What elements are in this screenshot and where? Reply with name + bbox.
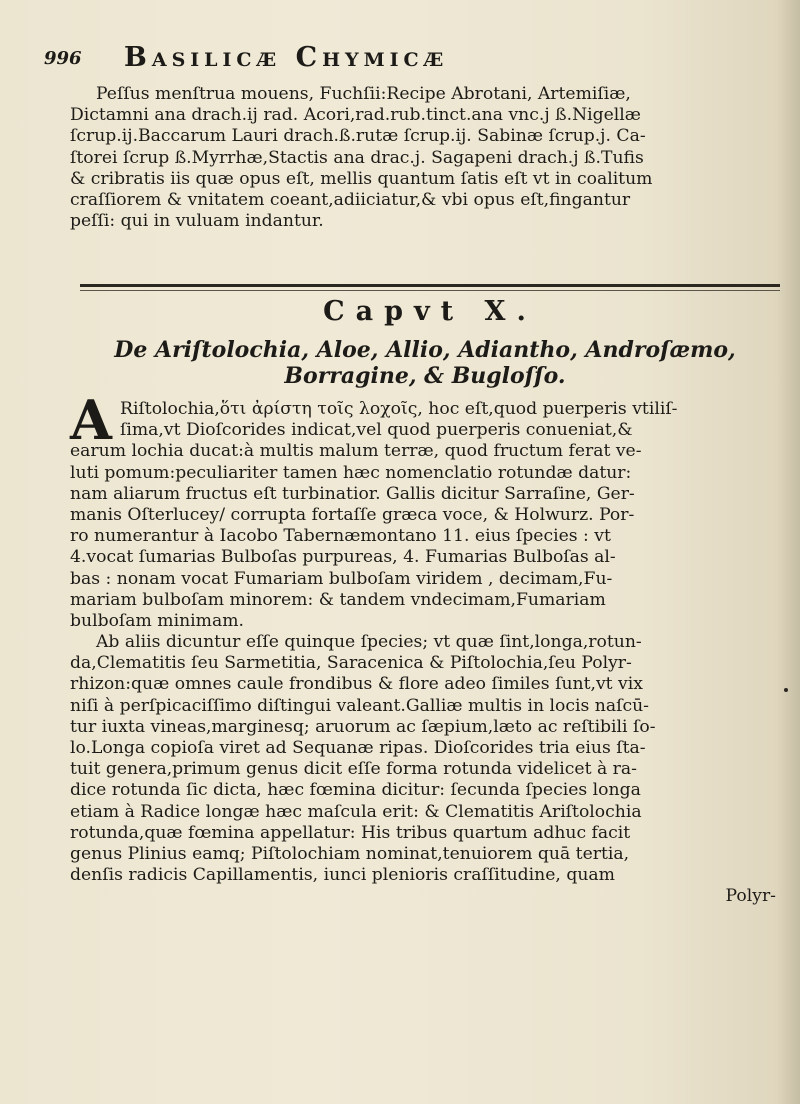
text-line: ro numerantur à Iacobo Tabernæmontano 11. eius ſpecies : vt [70,526,611,547]
text-line: dice rotunda ſic dicta, hæc fœmina dicitur: ſecunda ſpecies longa [70,780,641,801]
text-line: Dictamni ana drach.ij rad. Acori,rad.rub.tinct.ana vnc.j ß.Nigellæ [70,105,641,126]
text-line: craſſiorem & vnitatem coeant,adiiciatur,& vbi opus eſt,fingantur [70,189,631,210]
section-rule-thin [80,290,780,291]
chapter-heading: Capvt X. [323,296,537,327]
chapter-subtitle-line-2: Borragine, & Bugloſſo. [284,363,566,389]
text-line: da,Clematitis ſeu Sarmetitia, Saracenica & Piſtolochia,ſeu Polyr- [70,653,632,674]
text-line: rhizon:quæ omnes caule frondibus & flore adeo ſimiles ſunt,vt vix [70,674,643,695]
text-line: ſima,vt Dioſcorides indicat,vel quod puerperis conueniat,& [120,420,633,441]
text-line: niſi à perſpicaciſſimo diſtingui valeant.Galliæ multis in locis naſcū- [70,695,649,716]
running-title: Basilicæ Chymicæ [124,42,449,73]
text-line: ſtorei ſcrup ß.Myrrhæ,Stactis ana drac.j. Sagapeni drach.j ß.Tufis [70,147,644,168]
top-paragraph [70,84,770,232]
text-line: earum lochia ducat:à multis malum terræ, quod fructum ferat ve- [70,441,642,462]
text-line: Peſſus menſtrua mouens, Fuchſii:Recipe Abrotani, Artemiſiæ, [96,84,631,104]
text-line: genus Plinius eamq; Piſtolochiam nominat,tenuiorem quā tertia, [70,843,630,864]
page-number: 996 [44,48,82,69]
text-line: denſis radicis Capillamentis, iunci plenioris craſſitudine, quam [70,865,615,886]
text-line: peſſi: qui in vuluam indantur. [70,211,324,232]
text-line: Ab aliis dicuntur eſſe quinque ſpecies; vt quæ ſint,longa,rotun- [96,632,642,653]
text-line: etiam à Radice longæ hæc maſcula erit: & Clematitis Ariſtolochia [70,801,642,822]
text-line: Riſtolochia,ὅτι ἀρίστη τοῖς λοχοῖς, hoc eſt,quod puerperis vtiliſ- [120,399,678,419]
text-line: ſcrup.ij.Baccarum Lauri drach.ß.rutæ ſcrup.ij. Sabinæ ſcrup.j. Ca- [70,126,646,147]
text-line: lo.Longa copioſa viret ad Sequanæ ripas. Dioſcorides tria eius ſta- [70,738,646,758]
text-line: bas : nonam vocat Fumariam bulboſam viridem , decimam,Fu- [70,568,613,589]
body-text [70,399,780,908]
chapter-subtitle-line-1: De Ariſtolochia, Aloe, Allio, Adiantho, Androſæmo, [114,337,736,363]
text-line: tuit genera,primum genus dicit eſſe forma rotunda videlicet à ra- [70,759,637,780]
text-line: & cribratis iis quæ opus eſt, mellis quantum ſatis eſt vt in coalitum [70,168,653,189]
text-line: bulboſam minimam. [70,610,244,631]
text-line: tur iuxta vineas,marginesq; aruorum ac ſæpium,læto ac reſtibili ſo- [70,716,656,737]
text-line: manis Oſterlucey/ corrupta fortaſſe græca voce, & Holwurz. Por- [70,504,635,525]
text-line: mariam bulboſam minorem: & tandem vndecimam,Fumariam [70,589,606,610]
text-line: rotunda,quæ fœmina appellatur: His tribus quartum adhuc facit [70,822,631,843]
text-line: nam aliarum fructus eſt turbinatior. Gallis dicitur Sarraſine, Ger- [70,483,635,504]
running-head [44,42,764,78]
catchword: Polyr- [725,886,776,907]
section-rule [80,284,780,287]
margin-dot [784,688,788,692]
text-line: 4.vocat ſumarias Bulboſas purpureas, 4. Fumarias Bulboſas al- [70,547,616,568]
drop-cap: A [70,388,112,452]
text-line: luti pomum:peculiariter tamen hæc nomenclatio rotundæ datur: [70,462,632,483]
